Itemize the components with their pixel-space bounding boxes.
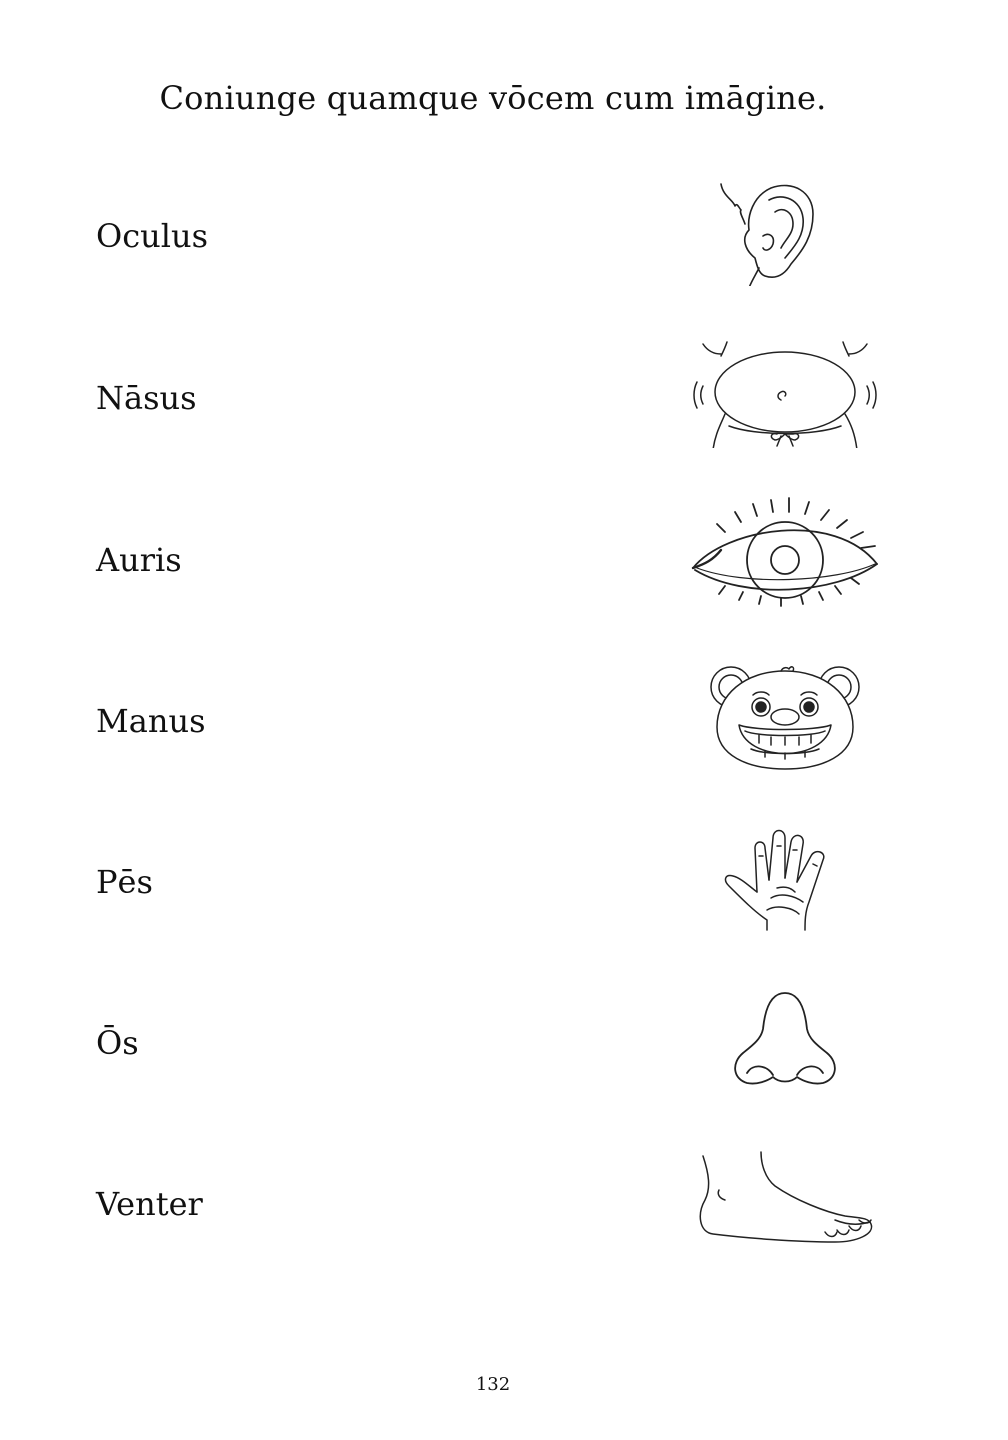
match-row	[0, 490, 1008, 630]
hand-icon[interactable]	[685, 812, 885, 932]
match-row	[0, 812, 1008, 952]
foot-icon[interactable]	[685, 1134, 885, 1254]
word-manus[interactable]: Manus	[96, 702, 206, 740]
word-nasus[interactable]: Nāsus	[96, 379, 197, 417]
page-number: 132	[475, 1374, 511, 1395]
word-oculus[interactable]: Oculus	[96, 217, 209, 255]
eye-icon[interactable]	[685, 490, 885, 610]
match-row	[0, 1134, 1008, 1274]
nose-icon[interactable]	[685, 973, 885, 1093]
match-row	[0, 166, 1008, 306]
word-venter[interactable]: Venter	[96, 1185, 203, 1223]
ear-icon[interactable]	[685, 166, 885, 286]
word-pes[interactable]: Pēs	[96, 863, 153, 901]
belly-icon[interactable]	[685, 328, 885, 448]
match-row	[0, 328, 1008, 468]
match-row	[0, 651, 1008, 791]
bear-mouth-icon[interactable]	[685, 651, 885, 771]
word-auris[interactable]: Auris	[96, 541, 182, 579]
word-os[interactable]: Ōs	[96, 1024, 139, 1062]
instruction-heading: Coniunge quamque vōcem cum imāgine.	[159, 79, 827, 117]
match-row	[0, 973, 1008, 1113]
